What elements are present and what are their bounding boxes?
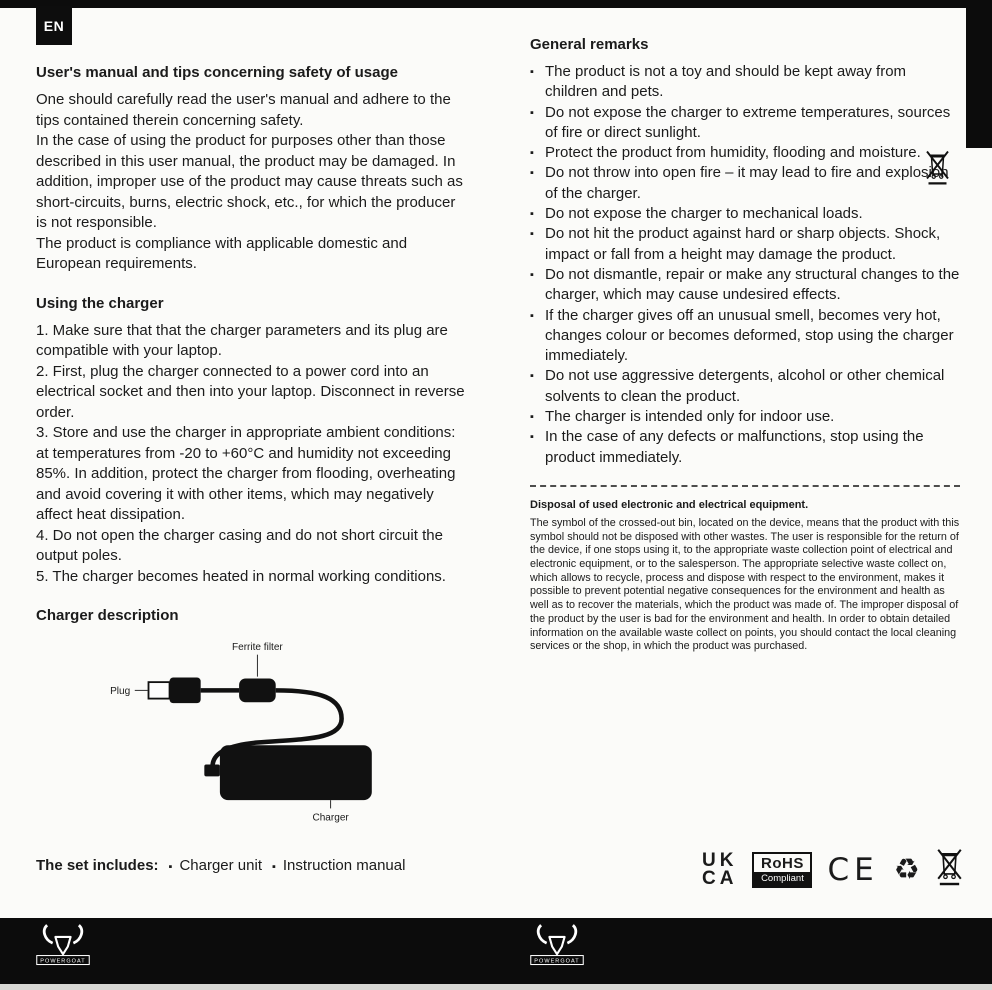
ferrite-filter-label: Ferrite filter — [231, 642, 283, 654]
ferrite-filter-icon — [239, 678, 276, 702]
powergoat-logo — [34, 923, 92, 971]
remark-item: ▪ Do not dismantle, repair or make any structural changes to the charger, which may cause undesired effects. — [530, 265, 960, 306]
language-badge — [36, 6, 72, 45]
manual-paragraph: The product is compliance with applicable domestic and European requirements. — [36, 234, 408, 272]
description-section-title: Charger description — [36, 607, 179, 624]
using-steps — [36, 321, 469, 588]
manual-paragraph: In the case of using the product for purposes other than those described in this user manual, the product may be damaged. In addition, improper use of the product may cause threats such as short-circuits, burns, electric shock, etc., for which the producer is not responsible. — [36, 132, 463, 231]
remark-item: ▪ In the case of any defects or malfunctions, stop using the product immediately. — [530, 427, 960, 468]
rohs-mark — [752, 852, 812, 888]
general-remarks-list — [530, 62, 960, 468]
charger-step: 5. The charger becomes heated in normal working conditions. — [36, 567, 446, 585]
top-black-bar — [0, 0, 992, 8]
weee-bin-icon — [924, 150, 951, 191]
remark-item: ▪ Do not throw into open fire – it may lead to fire and explosion of the charger. — [530, 163, 960, 204]
charger-diagram — [100, 638, 469, 831]
remark-item: ▪ Protect the product from humidity, flooding and moisture. — [530, 143, 960, 163]
language-label: EN — [43, 17, 65, 34]
disposal-body: The symbol of the crossed-out bin, located on the device, means that the product with this symbol should not be disposed with other wastes. The user is responsible for the return of the device, if one stops using it, to the appropriate waste collection point of electrical and electronic equipment, or to the salesperson. The appropriate selective waste collect on, which allows to recycle, process and dispose with respect to the environment, makes it possible to prevent potential negative consequences for the environment and health as well as to recover the materials, which the product was made of. The improper disposal of the product by the user is bad for the environment and health. In order to obtain detailed information on the available waste collect on points, you should contact the local cleaning services or the shop, in which the product was purchased. — [530, 516, 960, 653]
charger-brick-icon — [220, 745, 372, 800]
plug-icon — [149, 682, 170, 698]
ukca-top: UK — [702, 850, 738, 871]
ukca-mark — [702, 852, 737, 888]
brand-text: POWERGOAT — [40, 958, 86, 965]
charger-step: 2. First, plug the charger connected to a power cord into an electrical socket and then into your laptop. Disconnect in reverse order. — [36, 362, 465, 421]
remark-item: ▪ Do not hit the product against hard or sharp objects. Shock, impact or fall from a height may damage the product. — [530, 224, 960, 265]
general-remarks-title: General remarks — [530, 36, 649, 53]
charger-step: 1. Make sure that that the charger parameters and its plug are compatible with your laptop. — [36, 321, 448, 359]
left-column — [36, 64, 469, 831]
dashed-separator — [530, 485, 960, 487]
rohs-label: RoHS — [761, 855, 804, 872]
plug-label: Plug — [110, 686, 131, 698]
right-column — [530, 36, 960, 654]
brand-text: POWERGOAT — [534, 958, 580, 965]
set-includes-item: ▪ Instruction manual — [272, 857, 405, 874]
set-includes-row — [36, 857, 405, 874]
rohs-compliant-label: Compliant — [754, 872, 810, 886]
certification-row — [702, 848, 964, 892]
remark-item: ▪ The product is not a toy and should be kept away from children and pets. — [530, 62, 960, 103]
remark-item: ▪ The charger is intended only for indoor use. — [530, 407, 960, 427]
using-section-title: Using the charger — [36, 294, 164, 312]
footer-bar — [0, 918, 992, 984]
recycle-icon: ♻ — [893, 853, 920, 886]
remark-item: ▪ Do not expose the charger to mechanical loads. — [530, 204, 960, 224]
charger-step: 4. Do not open the charger casing and do not short circuit the output poles. — [36, 526, 443, 564]
disposal-title: Disposal of used electronic and electrical equipment. — [530, 498, 809, 511]
weee-bin-icon — [935, 848, 964, 892]
remark-item: ▪ If the charger gives off an unusual smell, becomes very hot, changes colour or becomes deformed, stop using the charger immediately. — [530, 306, 960, 367]
remark-item: ▪ Do not use aggressive detergents, alcohol or other chemical solvents to clean the product. — [530, 366, 960, 407]
remark-item: ▪ Do not expose the charger to extreme temperatures, sources of fire or direct sunlight. — [530, 103, 960, 144]
manual-paragraph: One should carefully read the user's manual and adhere to the tips contained therein concerning safety. — [36, 91, 451, 129]
set-includes-item: ▪ Charger unit — [169, 857, 262, 874]
ukca-bottom: CA — [702, 868, 738, 889]
set-includes-label: The set includes: — [36, 857, 159, 874]
powergoat-logo — [528, 923, 586, 971]
charger-diagram-drawing — [100, 638, 402, 826]
ce-mark: CE — [827, 852, 879, 888]
charger-label: Charger — [312, 812, 349, 824]
manual-section-title: User's manual and tips concerning safety of usage — [36, 64, 398, 81]
page-bottom-edge — [0, 984, 992, 990]
charger-step: 3. Store and use the charger in appropriate ambient conditions: at temperatures from -20 to +60°C and humidity not exceeding 85%. In addition, protect the charger from flooding, overheating and avoid covering it with other items, which may negatively affect heat dissipation. — [36, 424, 456, 523]
manual-paragraphs — [36, 90, 469, 275]
top-right-black-strip — [966, 0, 992, 148]
